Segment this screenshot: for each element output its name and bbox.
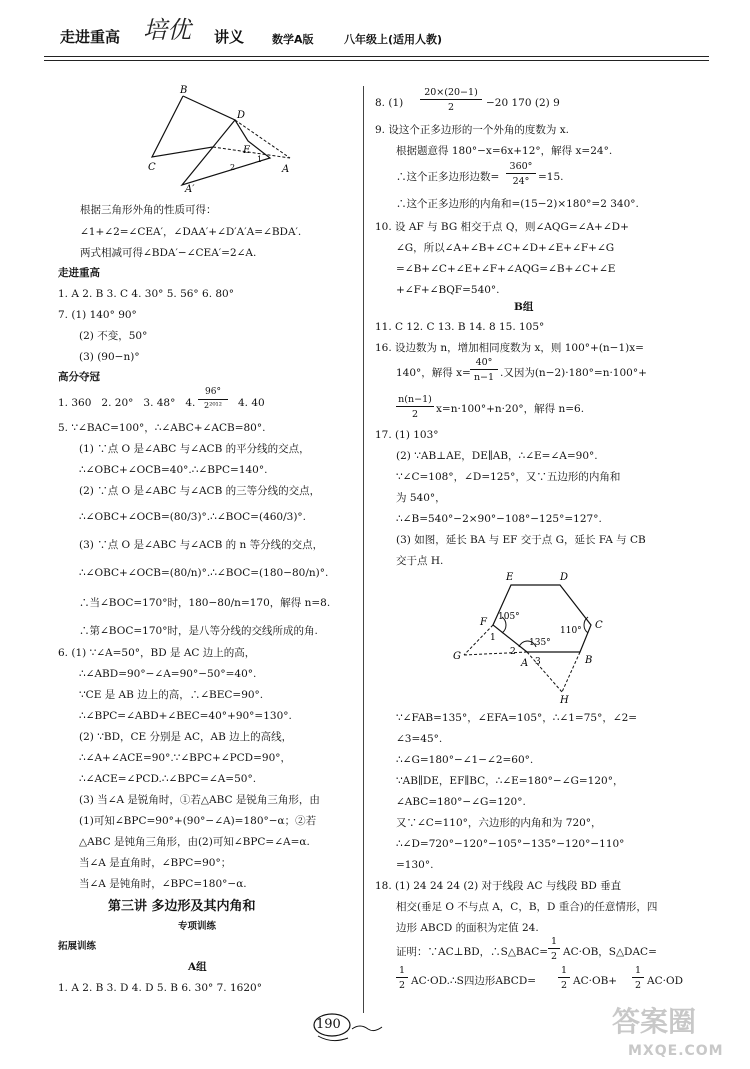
- sec1-line-2: 7. (1) 140° 90°: [58, 309, 137, 321]
- q18-proof-1: 证明：∵AC⊥BD，∴S△BAC=: [396, 946, 549, 958]
- header-rule-bottom: [44, 60, 709, 61]
- group-b-label: B组: [514, 301, 534, 313]
- fig1-label-a: A: [282, 164, 290, 175]
- half-1-bar: [548, 948, 560, 949]
- section-title-zoujin: 走进重高: [58, 267, 100, 279]
- q6-line-5: (2) ∵BD，CE 分别是 AC，AB 边上的高线，: [79, 731, 293, 743]
- ornament-swirl: [352, 1026, 382, 1031]
- q5-line-3: ∴∠OBC+∠OCB=40°.∴∠BPC=140°.: [79, 464, 268, 476]
- q17-line-5: ∴∠B=540°−2×90°−108°−125°=127°.: [396, 513, 602, 525]
- fig2-label-2: 2: [510, 647, 516, 657]
- fig1-label-b: B: [180, 85, 188, 96]
- q6-line-11: 当∠A 是直角时，∠BPC=90°；: [79, 857, 232, 869]
- q16-line-2: 140°，解得 x=: [396, 367, 471, 379]
- half-4-num: 1: [634, 965, 642, 976]
- half-2-bar: [396, 977, 408, 978]
- sec2-line-1: 1. 360 2. 20° 3. 48° 4.: [58, 397, 196, 409]
- q6-line-7: ∴∠ACE=∠PCD.∴∠BPC=∠A=50°.: [79, 773, 257, 785]
- q6-line-4: ∴∠BPC=∠ABD+∠BEC=40°+90°=130°.: [79, 710, 292, 722]
- section-title-gaofen: 高分夺冠: [58, 371, 100, 383]
- q6-line-10: △ABC 是钝角三角形，由(2)可知∠BPC=∠A=α.: [79, 836, 310, 848]
- q17-line-6: (3) 如图，延长 BA 与 EF 交于点 G，延长 FA 与 CB: [396, 534, 646, 546]
- frac-96-bar: [198, 399, 228, 400]
- fig1-label-aprime: A′: [185, 184, 195, 194]
- fig2-label-1: 1: [490, 633, 496, 643]
- sec1-line-4: (3) (90−n)°: [79, 351, 140, 363]
- q17b-line-5: ∠ABC=180°−∠G=120°.: [396, 796, 526, 808]
- ornament-tail: [318, 1036, 348, 1041]
- fig2-angle-110: 110°: [560, 626, 582, 636]
- q5-line-1: 5. ∵∠BAC=100°，∴∠ABC+∠ACB=80°.: [58, 422, 266, 434]
- q17-line-4: 为 540°，: [396, 492, 446, 504]
- q8-frac-num: 20×(20−1): [424, 87, 478, 98]
- half-2-den: 2: [398, 980, 406, 991]
- fig1-label-2: 2: [230, 163, 236, 172]
- q16-frac2-den: 2: [411, 409, 419, 420]
- q18-line-3: 边形 ABCD 的面积为定值 24.: [396, 922, 539, 934]
- watermark-logo: 答案圈: [612, 1005, 697, 1038]
- fig2-dash-bh: [562, 652, 580, 692]
- q18-proof-2: AC·OB，S△DAC=: [563, 946, 657, 958]
- figure-triangle-fold: [140, 82, 300, 194]
- q17-line-2: (2) ∵AB⊥AE，DE∥AB，∴∠E=∠A=90°.: [396, 450, 598, 462]
- fig1-quad: [152, 96, 235, 157]
- fig2-angle-105: 105°: [498, 612, 520, 622]
- half-3-bar: [558, 977, 570, 978]
- fig1-dash-2: [213, 147, 290, 158]
- q8-frac-bar: [420, 99, 482, 100]
- q16-line-1: 16. 设边数为 n，增加相同度数为 x，则 100°+(n−1)x=: [375, 342, 644, 354]
- header-title-right: 讲义: [214, 28, 245, 46]
- fig2-dash-ah: [527, 652, 562, 692]
- q6-line-9: (1)可知∠BPC=90°+(90°−∠A)=180°−α；②若: [79, 815, 317, 827]
- q18-line-1: 18. (1) 24 24 24 (2) 对于线段 AC 与线段 BD 垂直: [375, 880, 622, 892]
- q9-line-4: ∴这个正多边形的内角和=(15−2)×180°=2 340°.: [396, 198, 639, 210]
- left-line-1: 根据三角形外角的性质可得：: [80, 204, 217, 216]
- q16-frac1-bar: [470, 369, 498, 370]
- watermark-url: MXQE.COM: [628, 1043, 724, 1059]
- q6-line-8: (3) 当∠A 是锐角时，①若△ABC 是锐角三角形，由: [79, 794, 320, 806]
- half-4-den: 2: [634, 980, 642, 991]
- q6-line-3: ∵CE 是 AB 边上的高，∴∠BEC=90°.: [79, 689, 264, 701]
- q6-line-2: ∴∠ABD=90°−∠A=90°−50°=40°.: [79, 668, 257, 680]
- q17b-line-3: ∴∠G=180°−∠1−∠2=60°.: [396, 754, 534, 766]
- q9-frac-bar: [506, 173, 536, 174]
- q9-frac-num: 360°: [509, 161, 533, 172]
- q18-line-2: 相交(垂足 O 不与点 A，C，B，D 重合)的任意情形，四: [396, 901, 658, 913]
- q5-line-2: (1) ∵点 O 是∠ABC 与∠ACB 的平分线的交点，: [79, 443, 310, 455]
- figure-hexagon: [450, 568, 620, 708]
- fig2-label-d: D: [560, 572, 569, 583]
- q5-line-5: ∴∠OBC+∠OCB=(80/3)°.∴∠BOC=(460/3)°.: [79, 511, 307, 523]
- q10-line-1: 10. 设 AF 与 BG 相交于点 Q，则∠AQG=∠A+∠D+: [375, 221, 629, 233]
- sec1-line-3: (2) 不变，50°: [79, 330, 148, 342]
- q16-frac2-num: n(n−1): [398, 394, 432, 405]
- left-line-3: 两式相减可得∠BDA′−∠CEA′=2∠A.: [80, 247, 257, 259]
- q9-line-2: 根据题意得 180°−x=6x+12°，解得 x=24°.: [396, 145, 613, 157]
- fig1-label-d: D: [237, 110, 246, 121]
- q6-line-1: 6. (1) ∵∠A=50°，BD 是 AC 边上的高，: [58, 647, 256, 659]
- fig2-label-h: H: [560, 695, 569, 706]
- sec1-line-1: 1. A 2. B 3. C 4. 30° 5. 56° 6. 80°: [58, 288, 234, 300]
- fig2-angle-135: 135°: [529, 638, 551, 648]
- special-training: 专项训练: [178, 921, 217, 932]
- frac-96-den: 2²⁰¹²: [204, 401, 222, 410]
- lecture-title: 第三讲 多边形及其内角和: [108, 899, 256, 914]
- q17b-line-1: ∵∠FAB=135°，∠EFA=105°，∴∠1=75°，∠2=: [396, 712, 638, 724]
- q6-line-12: 当∠A 是钝角时，∠BPC=180°−α.: [79, 878, 247, 890]
- q8-start: 8. (1): [375, 97, 404, 109]
- fig2-label-f: F: [480, 617, 487, 628]
- fig2-label-3: 3: [535, 657, 541, 667]
- q6-line-6: ∴∠A+∠ACE=90°.∵∠BPC+∠PCD=90°，: [79, 752, 291, 764]
- q10-line-3: =∠B+∠C+∠E+∠F+∠AQG=∠B+∠C+∠E: [396, 263, 616, 275]
- left-line-2: ∠1+∠2=∠CEA′，∠DAA′+∠D′A′A=∠BDA′.: [80, 226, 302, 238]
- q5-line-4: (2) ∵点 O 是∠ABC 与∠ACB 的三等分线的交点，: [79, 485, 321, 497]
- q16-line-2-end: .又因为(n−2)·180°=n·100°+: [500, 367, 647, 379]
- q17b-line-8: =130°.: [396, 859, 434, 871]
- fig1-label-c: C: [148, 162, 156, 173]
- fig2-label-a: A: [521, 658, 529, 669]
- fig2-dash-fg: [464, 625, 493, 655]
- fig1-label-1: 1: [257, 155, 263, 164]
- half-3-den: 2: [560, 980, 568, 991]
- header-subject: 数学A版: [272, 33, 314, 46]
- q18-proof-5: AC·OD: [647, 975, 683, 987]
- fig2-label-c: C: [595, 620, 603, 631]
- q8-end: −20 170 (2) 9: [486, 97, 560, 109]
- q11-answers: 11. C 12. C 13. B 14. 8 15. 105°: [375, 321, 545, 333]
- q10-line-4: +∠F+∠BQF=540°.: [396, 284, 500, 296]
- q9-line-3-end: =15.: [538, 171, 564, 183]
- half-3-num: 1: [560, 965, 568, 976]
- q16-line-3: x=n·100°+n·20°，解得 n=6.: [436, 403, 585, 415]
- q16-frac2-bar: [396, 406, 434, 407]
- column-divider: [363, 86, 364, 1013]
- q17-line-1: 17. (1) 103°: [375, 429, 439, 441]
- header-title-left: 走进重高: [60, 28, 121, 46]
- page-number: 190: [316, 1017, 341, 1032]
- fig1-fold-lines: [182, 120, 270, 185]
- q10-line-2: ∠G，所以∠A+∠B+∠C+∠D+∠E+∠F+∠G: [396, 242, 615, 254]
- fig2-label-b: B: [585, 655, 593, 666]
- q16-frac1-den: n−1: [473, 372, 495, 383]
- fig1-label-e: E: [243, 145, 251, 156]
- fig2-dash-ag: [464, 652, 527, 655]
- q5-line-7: ∴∠OBC+∠OCB=(80/n)°.∴∠BOC=(180−80/n)°.: [79, 567, 329, 579]
- header-rule-top: [44, 56, 709, 57]
- expand-training: 拓展训练: [58, 941, 97, 952]
- q9-frac-den: 24°: [512, 176, 530, 187]
- q18-proof-4: AC·OB+: [573, 975, 618, 987]
- fig2-label-g: G: [453, 651, 461, 662]
- sec2-line-1-end: 4. 40: [238, 397, 265, 409]
- half-1-den: 2: [550, 951, 558, 962]
- frac-96-num: 96°: [205, 387, 221, 397]
- q17b-line-4: ∵AB∥DE，EF∥BC，∴∠E=180°−∠G=120°，: [396, 775, 624, 787]
- group-a-label: A组: [188, 961, 207, 973]
- q17b-line-7: ∴∠D=720°−120°−105°−135°−120°−110°: [396, 838, 625, 850]
- q5-line-6: (3) ∵点 O 是∠ABC 与∠ACB 的 n 等分线的交点，: [79, 539, 324, 551]
- group-a-answers: 1. A 2. B 3. D 4. D 5. B 6. 30° 7. 1620°: [58, 982, 262, 994]
- q8-frac-den: 2: [447, 102, 455, 113]
- q18-proof-3: AC·OD.∴S四边形ABCD=: [411, 975, 537, 987]
- q9-line-1: 9. 设这个正多边形的一个外角的度数为 x.: [375, 124, 569, 136]
- header-grade: 八年级上(适用人教): [344, 33, 443, 46]
- q17b-line-6: 又∵∠C=110°，六边形的内角和为 720°，: [396, 817, 602, 829]
- q16-frac1-num: 40°: [475, 357, 493, 368]
- half-2-num: 1: [398, 965, 406, 976]
- q17-line-3: ∵∠C=108°，∠D=125°，又∵五边形的内角和: [396, 471, 621, 483]
- q5-line-8: ∴当∠BOC=170°时，180−80/n=170，解得 n=8.: [79, 597, 331, 609]
- half-1-num: 1: [550, 936, 558, 947]
- q17-line-7: 交于点 H.: [396, 555, 444, 567]
- header-calligraphy: 培优: [143, 16, 191, 44]
- fig2-label-e: E: [506, 572, 514, 583]
- half-4-bar: [632, 977, 644, 978]
- q9-line-3: ∴这个正多边形边数=: [396, 171, 500, 183]
- q17b-line-2: ∠3=45°.: [396, 733, 443, 745]
- q5-line-9: ∴第∠BOC=170°时，是八等分线的交线所成的角.: [79, 625, 318, 637]
